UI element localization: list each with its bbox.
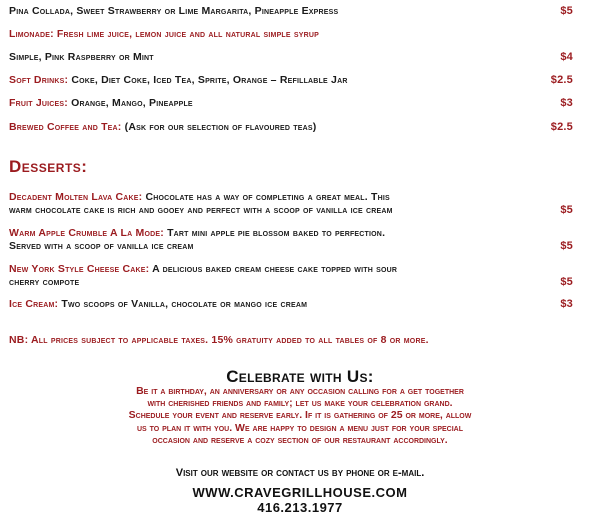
celebrate-heading: Celebrate with Us:	[226, 367, 374, 386]
website-link[interactable]: WWW.CRAVEGRILLHOUSE.COM	[192, 485, 408, 500]
dessert-description-line1: Chocolate has a way of completing a great meal. This	[145, 191, 390, 203]
dessert-item-cheese-cake	[9, 263, 591, 289]
drink-description: (Ask for our selection of flavoured teas)	[124, 121, 317, 133]
drink-price: $2.5	[550, 121, 573, 133]
drink-label: Limonade:	[9, 28, 54, 40]
celebrate-line: Be it a birthday, an anniversary or any occasion calling for a get together	[136, 385, 464, 397]
dessert-item-apple-crumble	[9, 227, 591, 253]
drink-label: Fruit Juices:	[9, 97, 68, 109]
drink-label: Brewed Coffee and Tea:	[9, 121, 122, 133]
dessert-price: $5	[560, 276, 573, 288]
dessert-description-line2: Served with a scoop of vanilla ice cream	[9, 240, 194, 252]
dessert-price: $3	[560, 298, 573, 310]
drink-price: $4	[560, 51, 573, 63]
dessert-item-ice-cream	[9, 298, 591, 311]
dessert-price: $5	[560, 204, 573, 216]
dessert-description-line1: Tart mini apple pie blossom baked to perfection.	[167, 227, 386, 239]
phone-number[interactable]: 416.213.1977	[257, 500, 343, 515]
dessert-label: New York Style Cheese Cake:	[9, 263, 150, 275]
dessert-description-line2: cherry compote	[9, 276, 80, 288]
drink-description: Coke, Diet Coke, Iced Tea, Sprite, Orange – Refillable Jar	[71, 74, 348, 86]
drink-description: Pina Collada, Sweet Strawberry or Lime Margarita, Pineapple Express	[9, 5, 339, 17]
drink-item-soft-drinks	[9, 74, 591, 87]
celebrate-line: us to plan it with you. We are happy to design a menu just for your special	[136, 421, 464, 434]
drink-price: $3	[560, 97, 573, 109]
celebrate-text	[40, 385, 560, 446]
drink-description: Orange, Mango, Pineapple	[71, 97, 193, 109]
dessert-price: $5	[560, 240, 573, 252]
drink-description: Simple, Pink Raspberry or Mint	[9, 51, 154, 63]
dessert-description-line2: warm chocolate cake is rich and gooey and perfect with a scoop of vanilla ice cream	[9, 204, 393, 216]
drink-description: Fresh lime juice, lemon juice and all natural simple syrup	[56, 28, 320, 40]
contact-prompt: Visit our website or contact us by phone or e-mail.	[175, 467, 425, 479]
dessert-label: Ice Cream:	[9, 298, 59, 310]
celebrate-line: Schedule your event and reserve early. If it is gathering of 25 or more, allow	[128, 409, 472, 422]
dessert-item-lava-cake	[9, 191, 591, 217]
drink-price: $5	[560, 5, 573, 17]
drink-item-coffee-tea	[9, 121, 591, 134]
celebrate-line: with cherished friends and family; let us make your celebration grand.	[147, 397, 453, 410]
dessert-label: Decadent Molten Lava Cake:	[9, 191, 143, 203]
drink-item-fruit-juices	[9, 97, 591, 110]
drink-item-limonade	[9, 28, 591, 41]
dessert-description-line1: Two scoops of Vanilla, chocolate or mango ice cream	[61, 298, 308, 310]
pricing-note: NB: All prices subject to applicable taxes. 15% gratuity added to all tables of 8 or more.	[9, 334, 429, 346]
desserts-heading: Desserts:	[9, 157, 88, 176]
celebrate-line: occasion and reserve a cozy section of our restaurant accordingly.	[152, 433, 448, 446]
drink-item-limonade-flavours	[9, 51, 591, 64]
drink-price: $2.5	[550, 74, 573, 86]
dessert-label: Warm Apple Crumble A La Mode:	[9, 227, 164, 239]
dessert-description-line1: A delicious baked cream cheese cake topped with sour	[152, 263, 398, 275]
drink-label: Soft Drinks:	[9, 74, 69, 86]
drink-item-cocktails	[9, 5, 591, 18]
